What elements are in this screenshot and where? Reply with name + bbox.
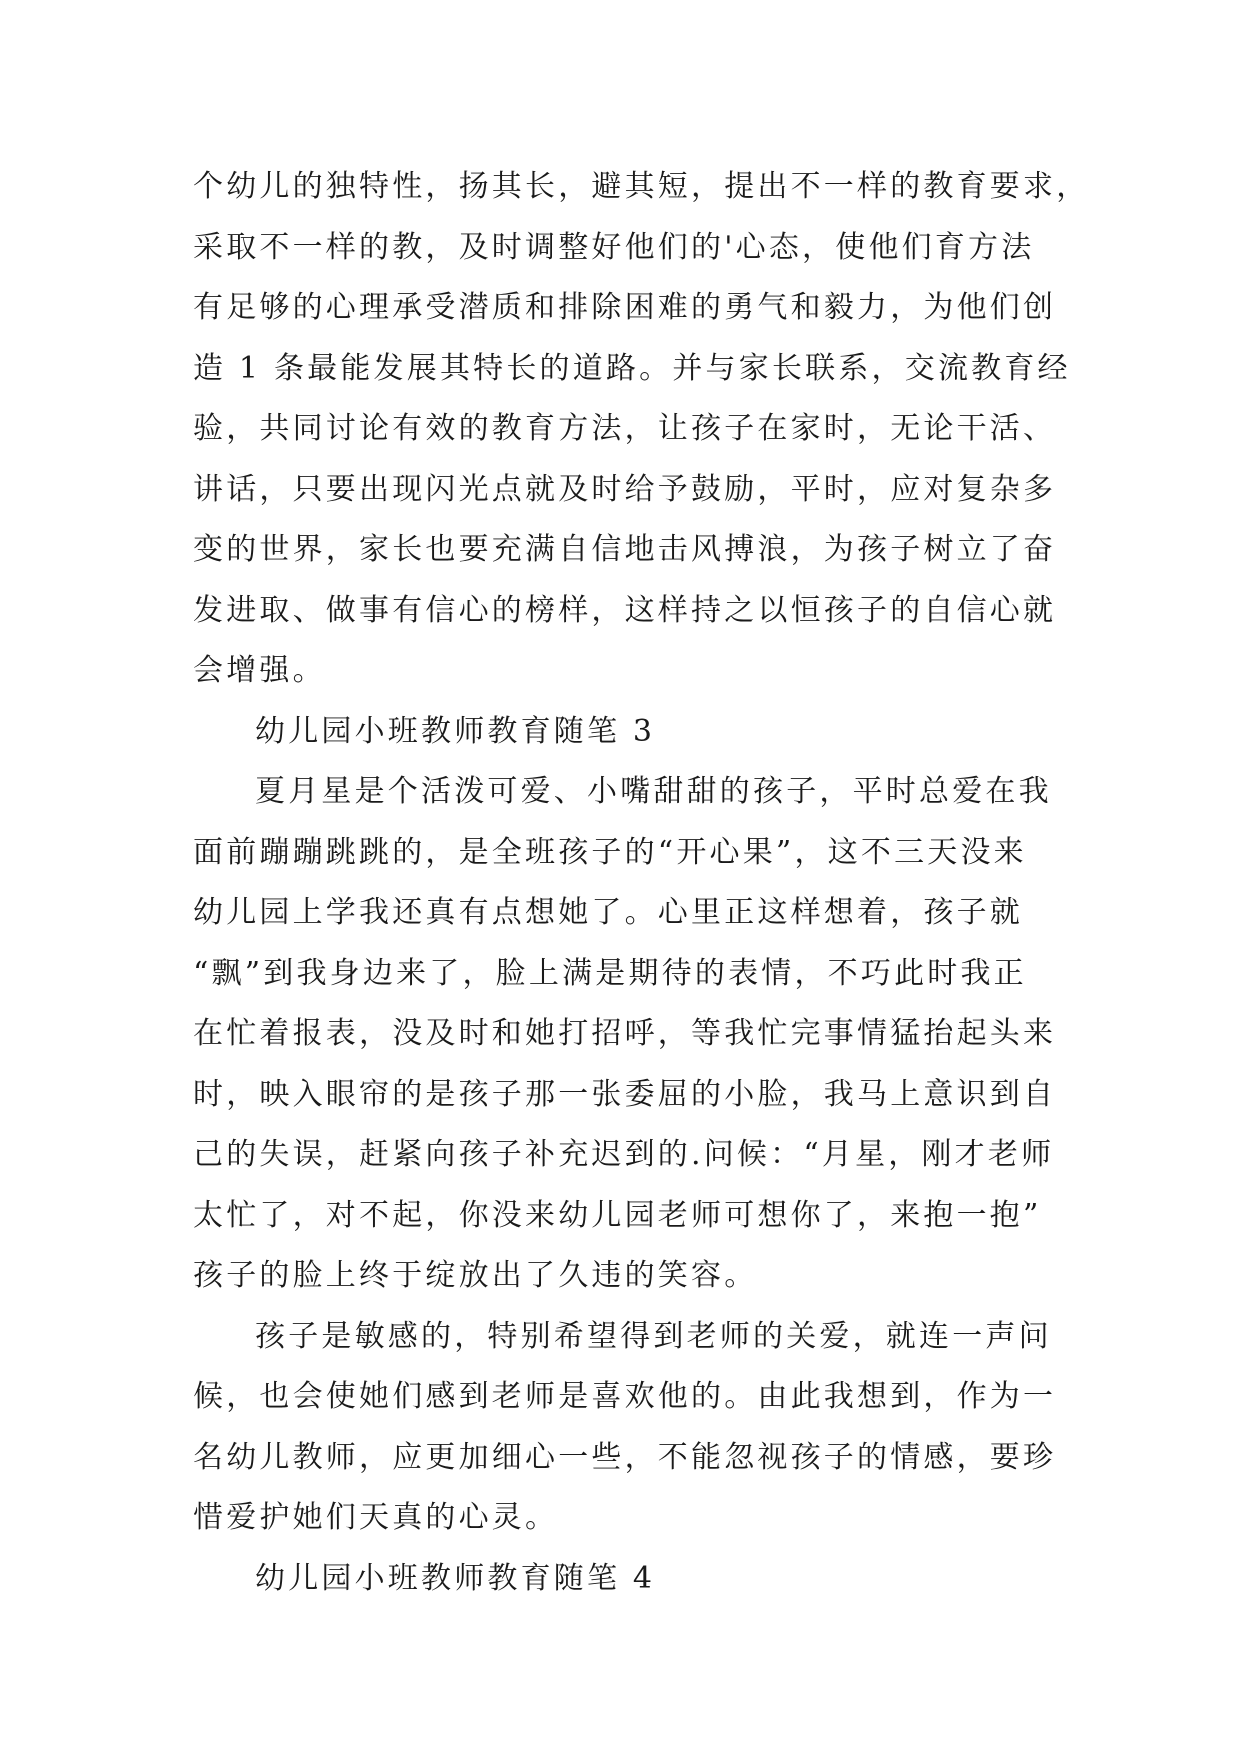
text-line: 会增强。 <box>193 653 326 688</box>
text-line: 候，也会使她们感到老师是喜欢他的。由此我想到，作为一 <box>193 1379 1057 1414</box>
text-line: 幼儿园上学我还真有点想她了。心里正这样想着，孩子就 <box>193 895 1023 930</box>
text-line: 名幼儿教师，应更加细心一些，不能忽视孩子的情感，要珍 <box>193 1439 1057 1475</box>
section-heading: 幼儿园小班教师教育随笔 4 <box>255 1560 656 1596</box>
text-line: 面前蹦蹦跳跳的，是全班孩子的“开心果”，这不三天没来 <box>193 834 1027 870</box>
text-line: 造 1 条最能发展其特长的道路。并与家长联系，交流教育经 <box>193 350 1071 386</box>
text-line: 个幼儿的独特性，扬其长，避其短，提出不一样的教育要求， <box>193 169 1090 204</box>
text-line: 讲话，只要出现闪光点就及时给予鼓励，平时，应对复杂多 <box>193 471 1057 507</box>
text-line: 在忙着报表，没及时和她打招呼，等我忙完事情猛抬起头来 <box>193 1016 1057 1051</box>
text-line: 太忙了，对不起，你没来幼儿园老师可想你了，来抱一抱” <box>193 1197 1042 1233</box>
text-line: 己的失误，赶紧向孩子补充迟到的.问候：“月星，刚才老师 <box>193 1137 1055 1172</box>
text-line: 变的世界，家长也要充满自信地击风搏浪，为孩子树立了奋 <box>193 532 1057 567</box>
text-line: 夏月星是个活泼可爱、小嘴甜甜的孩子，平时总爱在我 <box>255 774 1052 809</box>
text-line: 时，映入眼帘的是孩子那一张委屈的小脸，我马上意识到自 <box>193 1076 1057 1112</box>
text-line: 采取不一样的教，及时调整好他们的'心态，使他们育方法 <box>193 229 1035 265</box>
text-line: 惜爱护她们天真的心灵。 <box>193 1500 559 1535</box>
text-line: 验，共同讨论有效的教育方法，让孩子在家时，无论干活、 <box>193 411 1057 446</box>
body-text <box>193 157 1090 1609</box>
text-line: 孩子的脸上终于绽放出了久违的笑容。 <box>193 1258 758 1293</box>
section-heading: 幼儿园小班教师教育随笔 3 <box>255 713 656 749</box>
text-line: 孩子是敏感的，特别希望得到老师的关爱，就连一声问 <box>255 1318 1052 1354</box>
text-line: “飘”到我身边来了，脸上满是期待的表情，不巧此时我正 <box>193 955 1027 991</box>
text-line: 发进取、做事有信心的榜样，这样持之以恒孩子的自信心就 <box>193 592 1057 628</box>
text-line: 有足够的心理承受潜质和排除困难的勇气和毅力，为他们创 <box>193 290 1057 325</box>
